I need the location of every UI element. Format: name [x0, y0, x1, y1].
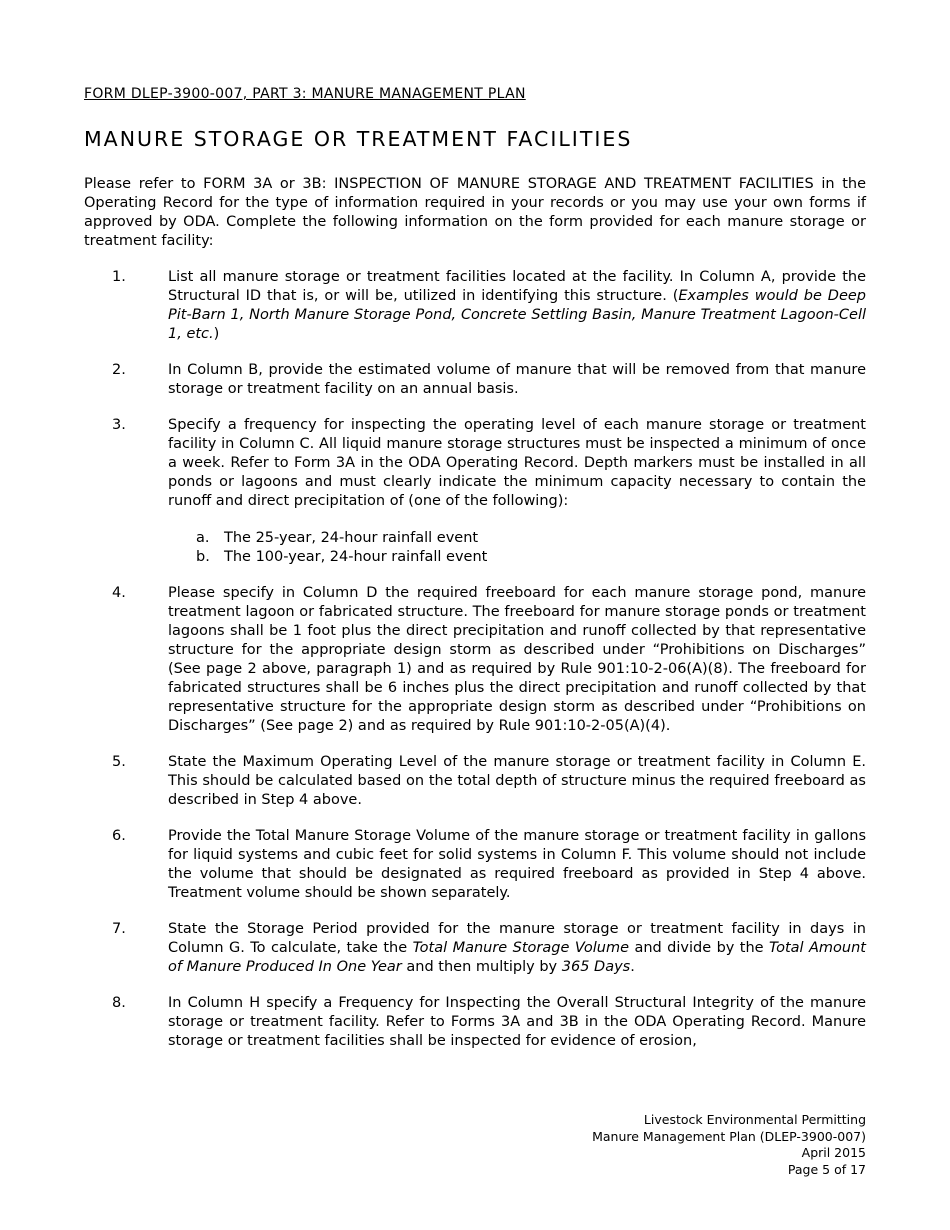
footer-department: Livestock Environmental Permitting [643, 1112, 866, 1127]
list-item [84, 416, 866, 567]
sub-list-item [168, 548, 866, 567]
item-number: 4. [112, 585, 126, 601]
item-text-part: and divide by the [629, 940, 770, 956]
item-text [168, 416, 866, 567]
item-italic-term: Total Amount of Manure Produced In One Year [168, 940, 866, 975]
item-text [168, 584, 866, 736]
list-item [84, 268, 866, 344]
item-text-part: In Column H specify a Frequency for Inspecting the Overall Structural Integrity of the manure storage or treatment facility. Refer to Forms 3A and 3B in the ODA Operating Record. Manure storage or treatment facilities shall be inspected for evidence of erosion, [168, 995, 866, 1049]
item-text-tail: ) [213, 326, 220, 342]
item-italic-term: Total Manure Storage Volume [412, 940, 630, 956]
item-number: 8. [112, 995, 126, 1011]
item-text-part: State the Maximum Operating Level of the manure storage or treatment facility in Column E. This should be calculated based on the total depth of structure minus the required freeboard as described in Step 4 above. [168, 754, 866, 808]
intro-paragraph: Please refer to FORM 3A or 3B: INSPECTION OF MANURE STORAGE AND TREATMENT FACILITIES in the Operating Record for the type of information required in your records or you may use your own forms if approved by ODA. Complete the following information on the form provided for each manure storage or treatment facility: [84, 176, 866, 249]
sub-item-letter: a. [196, 530, 210, 546]
item-text-part: . [630, 959, 635, 975]
item-text-part: Specify a frequency for inspecting the operating level of each manure storage or treatment facility in Column C. All liquid manure storage structures must be inspected a minimum of once a week. Refer to Form 3A in the ODA Operating Record. Depth markers must be installed in all ponds or lagoons and must clearly indicate the minimum capacity necessary to contain the runoff and direct precipitation of (one of the following): [168, 417, 866, 509]
item-number: 5. [112, 754, 126, 770]
footer-date: April 2015 [801, 1145, 866, 1160]
sub-item-letter: b. [196, 549, 210, 565]
list-item [84, 994, 866, 1051]
item-number: 2. [112, 362, 126, 378]
item-text [168, 994, 866, 1051]
form-identifier: FORM DLEP-3900-007, PART 3: MANURE MANAGEMENT PLAN [84, 86, 526, 102]
footer-page-number: Page 5 of 17 [787, 1161, 866, 1177]
item-text [168, 361, 866, 399]
item-number: 7. [112, 921, 126, 937]
list-item [84, 584, 866, 736]
sub-item-text: The 100-year, 24-hour rainfall event [224, 549, 488, 565]
item-text-part: In Column B, provide the estimated volume of manure that will be removed from that manure storage or treatment facility on an annual basis. [168, 362, 866, 397]
sub-item-text: The 25-year, 24-hour rainfall event [224, 530, 479, 546]
document-page [84, 84, 866, 1068]
item-italic-term: 365 Days [561, 959, 631, 975]
item-text-part: Please specify in Column D the required freeboard for each manure storage pond, manure treatment lagoon or fabricated structure. The freeboard for manure storage ponds or treatment lagoons shall be 1 foot plus the direct precipitation and runoff collected by that representative structure for the appropriate design storm as described under “Prohibitions on Discharges” (See page 2 above, paragraph 1) and as required by Rule 901:10-2-06(A)(8). The freeboard for fabricated structures shall be 6 inches plus the direct precipitation and runoff collected by that representative structure for the appropriate design storm as described under “Prohibitions on Discharges” (See page 2) and as required by Rule 901:10-2-05(A)(4). [168, 585, 866, 734]
list-item [84, 920, 866, 977]
list-item [84, 753, 866, 810]
item-number: 1. [112, 269, 126, 285]
item-text-part: List all manure storage or treatment facilities located at the facility. In Column A, provide the Structural ID that is, or will be, utilized in identifying this structure. ( [168, 269, 866, 304]
sub-list [168, 529, 866, 567]
item-text-part: State the Storage Period provided for the manure storage or treatment facility in days in Column G. To calculate, take the [168, 921, 866, 956]
item-text-part: Provide the Total Manure Storage Volume of the manure storage or treatment facility in gallons for liquid systems and cubic feet for solid systems in Column F. This volume should not include the volume that should be designated as required freeboard as provided in Step 4 above. Treatment volume should be shown separately. [168, 828, 866, 901]
item-text [168, 827, 866, 903]
page-title: MANURE STORAGE OR TREATMENT FACILITIES [84, 127, 633, 151]
list-item [84, 827, 866, 903]
item-text-part: and then multiply by [401, 959, 562, 975]
instruction-list [84, 268, 866, 1051]
sub-list-item [168, 529, 866, 548]
list-item [84, 361, 866, 399]
item-number: 6. [112, 828, 126, 844]
item-number: 3. [112, 417, 126, 433]
item-italic-examples: Examples would be Deep Pit-Barn 1, North Manure Storage Pond, Concrete Settling Basin, Manure Treatment Lagoon-Cell 1, etc. [168, 288, 866, 342]
footer-document: Manure Management Plan (DLEP-3900-007) [592, 1128, 866, 1144]
item-text [168, 920, 866, 977]
page-footer [592, 1112, 866, 1178]
item-text [168, 753, 866, 810]
item-text [168, 268, 866, 344]
